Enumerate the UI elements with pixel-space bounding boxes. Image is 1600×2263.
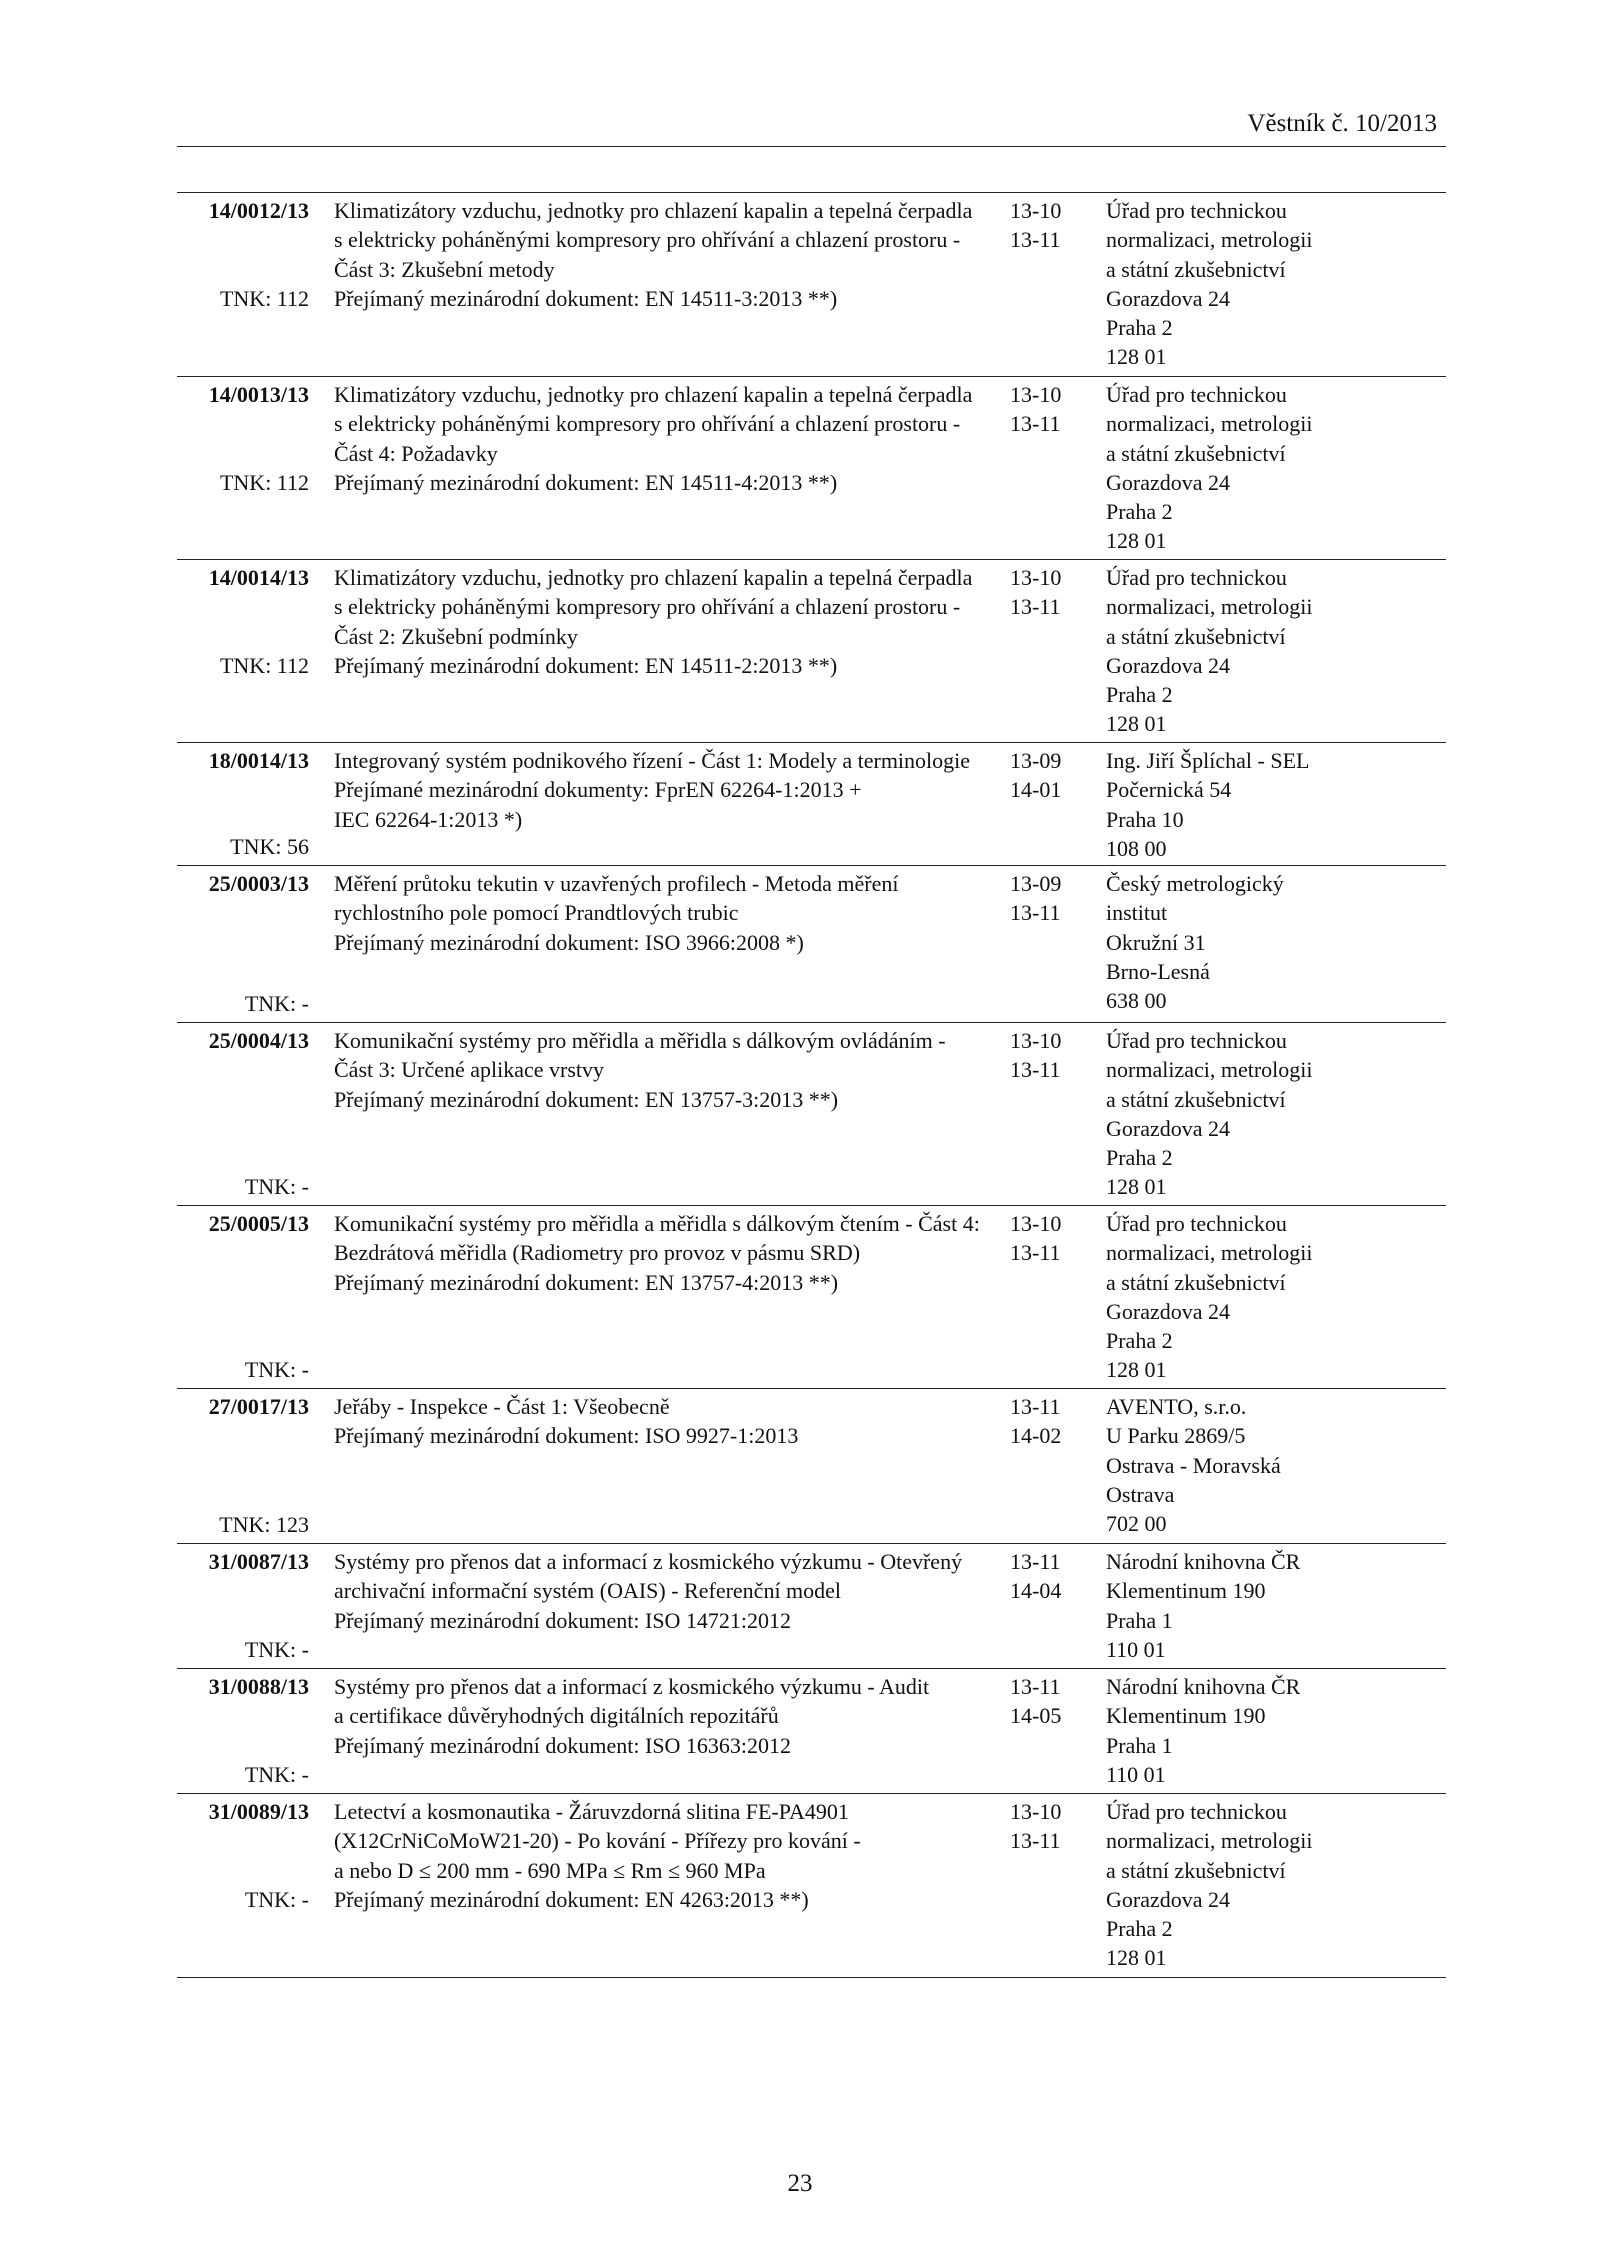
journal-title: Věstník č. 10/2013: [1247, 110, 1437, 137]
address-line: Klementinum 190: [1106, 1703, 1266, 1729]
standard-id-cell: [177, 1797, 309, 1977]
standard-id-cell: [177, 1547, 309, 1668]
adopted-document: Přejímaný mezinárodní dokument: EN 13757-4:2013 **): [334, 1269, 839, 1295]
title-line: s elektricky poháněnými kompresory pro ohřívání a chlazení prostoru -: [334, 411, 961, 437]
adopted-document: Přejímaný mezinárodní dokument: EN 14511-3:2013 **): [334, 285, 838, 311]
title-line: Komunikační systémy pro měřidla a měřidla s dálkovým ovládáním -: [334, 1028, 946, 1053]
standard-code: 14/0014/13: [208, 565, 309, 590]
standard-code: 31/0087/13: [208, 1549, 309, 1574]
standard-code: 14/0013/13: [208, 382, 309, 407]
standard-title-cell: [309, 1392, 995, 1543]
address-line: normalizaci, metrologii: [1106, 1240, 1313, 1266]
address-line: Národní knihovna ČR: [1106, 1674, 1301, 1699]
address-line: Okružní 31: [1106, 929, 1206, 955]
address-line: Gorazdova 24: [1106, 469, 1231, 495]
tnk-number: TNK: 112: [219, 652, 309, 678]
title-line: Komunikační systémy pro měřidla a měřidla s dálkovým čtením - Část 4:: [334, 1211, 980, 1236]
dates-cell: [995, 1392, 1097, 1543]
address-line: 108 00: [1106, 835, 1167, 861]
adopted-document: Přejímaný mezinárodní dokument: EN 14511-4:2013 **): [334, 469, 838, 495]
tnk-number: TNK: 123: [219, 1511, 309, 1537]
address-line: 110 01: [1106, 1761, 1166, 1787]
dates-cell: [995, 1026, 1097, 1205]
title-line: Část 3: Zkušební metody: [334, 256, 555, 282]
date-value: 14-02: [1010, 1423, 1062, 1449]
adopted-document: Přejímané mezinárodní dokumenty: FprEN 62264-1:2013 +: [334, 777, 862, 803]
dates-cell: [995, 380, 1097, 559]
tnk-number: TNK: 56: [230, 833, 309, 859]
title-line: a nebo D ≤ 200 mm - 690 MPa ≤ Rm ≤ 960 MPa: [334, 1857, 766, 1883]
address-line: 128 01: [1106, 1945, 1167, 1971]
address-line: normalizaci, metrologii: [1106, 227, 1313, 253]
date-value: 13-10: [1010, 1211, 1062, 1236]
date-value: 14-05: [1010, 1703, 1062, 1729]
title-line: Integrovaný systém podnikového řízení - Část 1: Modely a terminologie: [334, 748, 971, 773]
address-line: Praha 2: [1106, 315, 1173, 341]
address-line: 128 01: [1106, 711, 1167, 737]
address-line: 638 00: [1106, 988, 1167, 1014]
adopted-document: Přejímaný mezinárodní dokument: ISO 16363:2012: [334, 1732, 792, 1758]
date-value: 13-10: [1010, 1028, 1062, 1053]
adopted-document: Přejímaný mezinárodní dokument: ISO 9927-1:2013: [334, 1423, 799, 1449]
address-line: Národní knihovna ČR: [1106, 1549, 1301, 1574]
standard-title-cell: [309, 746, 995, 865]
dates-cell: [995, 1797, 1097, 1977]
standard-id-cell: [177, 746, 309, 865]
title-line: Klimatizátory vzduchu, jednotky pro chlazení kapalin a tepelná čerpadla: [334, 565, 973, 590]
address-line: Brno-Lesná: [1106, 958, 1210, 984]
title-line: Měření průtoku tekutin v uzavřených profilech - Metoda měření: [334, 871, 899, 896]
address-line: Úřad pro technickou: [1106, 1028, 1287, 1053]
standard-title-cell: [309, 1547, 995, 1668]
tnk-number: TNK: 112: [219, 469, 309, 495]
tnk-number: TNK: -: [244, 1356, 309, 1382]
title-line: Klimatizátory vzduchu, jednotky pro chlazení kapalin a tepelná čerpadla: [334, 382, 973, 407]
date-value: 13-11: [1010, 411, 1061, 437]
tnk-number: TNK: -: [244, 1173, 309, 1199]
standard-title-cell: [309, 196, 995, 376]
date-value: 13-10: [1010, 1799, 1062, 1824]
table-row: [177, 1388, 1446, 1543]
title-line: Bezdrátová měřidla (Radiometry pro provoz v pásmu SRD): [334, 1240, 861, 1266]
dates-cell: [995, 746, 1097, 865]
standard-title-cell: [309, 380, 995, 559]
standard-code: 14/0012/13: [208, 198, 309, 223]
standard-id-cell: [177, 1672, 309, 1793]
address-line: institut: [1106, 900, 1168, 926]
title-line: Část 4: Požadavky: [334, 440, 498, 466]
address-line: 110 01: [1106, 1636, 1166, 1662]
address-line: Gorazdova 24: [1106, 652, 1231, 678]
address-line: a státní zkušebnictví: [1106, 1086, 1286, 1112]
date-value: 13-10: [1010, 198, 1062, 223]
processor-address-cell: [1097, 563, 1446, 742]
address-line: normalizaci, metrologii: [1106, 1828, 1313, 1854]
table-row: [177, 559, 1446, 742]
address-line: Praha 1: [1106, 1732, 1173, 1758]
processor-address-cell: [1097, 1797, 1446, 1977]
address-line: Praha 1: [1106, 1607, 1173, 1633]
address-line: Úřad pro technickou: [1106, 198, 1287, 223]
standard-code: 25/0005/13: [208, 1211, 309, 1236]
address-line: Gorazdova 24: [1106, 1298, 1231, 1324]
address-line: a státní zkušebnictví: [1106, 440, 1286, 466]
title-line: archivační informační systém (OAIS) - Referenční model: [334, 1578, 842, 1604]
title-line: Jeřáby - Inspekce - Část 1: Všeobecně: [334, 1394, 670, 1419]
standard-title-cell: [309, 1797, 995, 1977]
standard-title-cell: [309, 1672, 995, 1793]
table-row: [177, 1022, 1446, 1205]
processor-address-cell: [1097, 1672, 1446, 1793]
address-line: Úřad pro technickou: [1106, 565, 1287, 590]
standard-code: 18/0014/13: [208, 748, 309, 773]
page-number: 23: [787, 2170, 813, 2197]
adopted-document: Přejímaný mezinárodní dokument: ISO 3966:2008 *): [334, 929, 804, 955]
date-value: 13-11: [1010, 1240, 1061, 1266]
standard-code: 27/0017/13: [208, 1394, 309, 1419]
dates-cell: [995, 1209, 1097, 1388]
table-row: [177, 1668, 1446, 1793]
address-line: Ostrava: [1106, 1481, 1175, 1507]
processor-address-cell: [1097, 1547, 1446, 1668]
address-line: Ing. Jiří Šplíchal - SEL: [1106, 748, 1310, 773]
title-line: (X12CrNiCoMoW21-20) - Po kování - Přířezy pro kování -: [334, 1828, 861, 1854]
address-line: Gorazdova 24: [1106, 285, 1231, 311]
address-line: Úřad pro technickou: [1106, 382, 1287, 407]
dates-cell: [995, 196, 1097, 376]
address-line: Praha 2: [1106, 499, 1173, 525]
title-line: Systémy pro přenos dat a informací z kosmického výzkumu - Audit: [334, 1674, 930, 1699]
standard-title-cell: [309, 869, 995, 1022]
processor-address-cell: [1097, 380, 1446, 559]
address-line: Praha 10: [1106, 806, 1184, 832]
address-line: Úřad pro technickou: [1106, 1799, 1287, 1824]
dates-cell: [995, 869, 1097, 1022]
adopted-document: Přejímaný mezinárodní dokument: EN 13757-3:2013 **): [334, 1086, 839, 1112]
address-line: a státní zkušebnictví: [1106, 623, 1286, 649]
tnk-number: TNK: 112: [219, 285, 309, 311]
date-value: 13-11: [1010, 1674, 1061, 1699]
address-line: Praha 2: [1106, 1145, 1173, 1171]
tnk-number: TNK: -: [244, 1886, 309, 1912]
processor-address-cell: [1097, 1209, 1446, 1388]
standard-code: 31/0089/13: [208, 1799, 309, 1824]
processor-address-cell: [1097, 746, 1446, 865]
address-line: 128 01: [1106, 1357, 1167, 1383]
title-line: rychlostního pole pomocí Prandtlových trubic: [334, 900, 739, 926]
standard-code: 25/0004/13: [208, 1028, 309, 1053]
standard-id-cell: [177, 196, 309, 376]
date-value: 14-01: [1010, 777, 1062, 803]
address-line: 128 01: [1106, 1174, 1167, 1200]
date-value: 13-09: [1010, 871, 1062, 896]
address-line: AVENTO, s.r.o.: [1106, 1394, 1247, 1419]
standard-id-cell: [177, 1392, 309, 1543]
date-value: 13-11: [1010, 1549, 1061, 1574]
dates-cell: [995, 563, 1097, 742]
standard-id-cell: [177, 380, 309, 559]
date-value: 13-11: [1010, 900, 1061, 926]
header-rule: [177, 146, 1446, 147]
address-line: normalizaci, metrologii: [1106, 411, 1313, 437]
date-value: 13-11: [1010, 1394, 1061, 1419]
title-line: Klimatizátory vzduchu, jednotky pro chlazení kapalin a tepelná čerpadla: [334, 198, 973, 223]
address-line: normalizaci, metrologii: [1106, 1057, 1313, 1083]
table-row: [177, 193, 1446, 376]
date-value: 13-10: [1010, 565, 1062, 590]
address-line: 702 00: [1106, 1511, 1167, 1537]
table-row: [177, 1205, 1446, 1388]
adopted-document: Přejímaný mezinárodní dokument: EN 14511-2:2013 **): [334, 652, 838, 678]
date-value: 13-11: [1010, 227, 1061, 253]
date-value: 13-11: [1010, 594, 1061, 620]
title-line: Systémy pro přenos dat a informací z kosmického výzkumu - Otevřený: [334, 1549, 963, 1574]
adopted-document: Přejímaný mezinárodní dokument: ISO 14721:2012: [334, 1607, 792, 1633]
table-row: [177, 1543, 1446, 1668]
adopted-document: IEC 62264-1:2013 *): [334, 806, 523, 832]
title-line: Část 2: Zkušební podmínky: [334, 623, 578, 649]
title-line: a certifikace důvěryhodných digitálních repozitářů: [334, 1703, 779, 1729]
address-line: Ostrava - Moravská: [1106, 1452, 1281, 1478]
address-line: Praha 2: [1106, 682, 1173, 708]
tnk-number: TNK: -: [244, 1761, 309, 1787]
address-line: a státní zkušebnictví: [1106, 256, 1286, 282]
standard-title-cell: [309, 1026, 995, 1205]
processor-address-cell: [1097, 869, 1446, 1022]
date-value: 13-09: [1010, 748, 1062, 773]
tnk-number: TNK: -: [244, 1636, 309, 1662]
address-line: a státní zkušebnictví: [1106, 1857, 1286, 1883]
address-line: Počernická 54: [1106, 777, 1232, 803]
title-line: Letectví a kosmonautika - Žáruvzdorná slitina FE-PA4901: [334, 1799, 849, 1824]
standards-table: [177, 192, 1446, 1978]
standard-title-cell: [309, 1209, 995, 1388]
standard-id-cell: [177, 1209, 309, 1388]
address-line: U Parku 2869/5: [1106, 1423, 1246, 1449]
address-line: Český metrologický: [1106, 871, 1284, 896]
table-row: [177, 742, 1446, 865]
standard-id-cell: [177, 869, 309, 1022]
table-row: [177, 865, 1446, 1022]
title-line: s elektricky poháněnými kompresory pro ohřívání a chlazení prostoru -: [334, 594, 961, 620]
adopted-document: Přejímaný mezinárodní dokument: EN 4263:2013 **): [334, 1886, 809, 1912]
standard-code: 31/0088/13: [208, 1674, 309, 1699]
title-line: Část 3: Určené aplikace vrstvy: [334, 1057, 605, 1083]
date-value: 13-11: [1010, 1828, 1061, 1854]
standard-title-cell: [309, 563, 995, 742]
date-value: 13-11: [1010, 1057, 1061, 1083]
date-value: 14-04: [1010, 1578, 1062, 1604]
processor-address-cell: [1097, 196, 1446, 376]
address-line: normalizaci, metrologii: [1106, 594, 1313, 620]
address-line: Praha 2: [1106, 1328, 1173, 1354]
address-line: Úřad pro technickou: [1106, 1211, 1287, 1236]
address-line: a státní zkušebnictví: [1106, 1269, 1286, 1295]
title-line: s elektricky poháněnými kompresory pro ohřívání a chlazení prostoru -: [334, 227, 961, 253]
dates-cell: [995, 1547, 1097, 1668]
address-line: 128 01: [1106, 344, 1167, 370]
date-value: 13-10: [1010, 382, 1062, 407]
address-line: Gorazdova 24: [1106, 1886, 1231, 1912]
standard-id-cell: [177, 1026, 309, 1205]
address-line: 128 01: [1106, 528, 1167, 554]
processor-address-cell: [1097, 1026, 1446, 1205]
standard-code: 25/0003/13: [208, 871, 309, 896]
address-line: Klementinum 190: [1106, 1578, 1266, 1604]
table-row: [177, 376, 1446, 559]
table-row: [177, 1793, 1446, 1977]
processor-address-cell: [1097, 1392, 1446, 1543]
address-line: Praha 2: [1106, 1916, 1173, 1942]
standard-id-cell: [177, 563, 309, 742]
tnk-number: TNK: -: [244, 990, 309, 1016]
address-line: Gorazdova 24: [1106, 1115, 1231, 1141]
dates-cell: [995, 1672, 1097, 1793]
